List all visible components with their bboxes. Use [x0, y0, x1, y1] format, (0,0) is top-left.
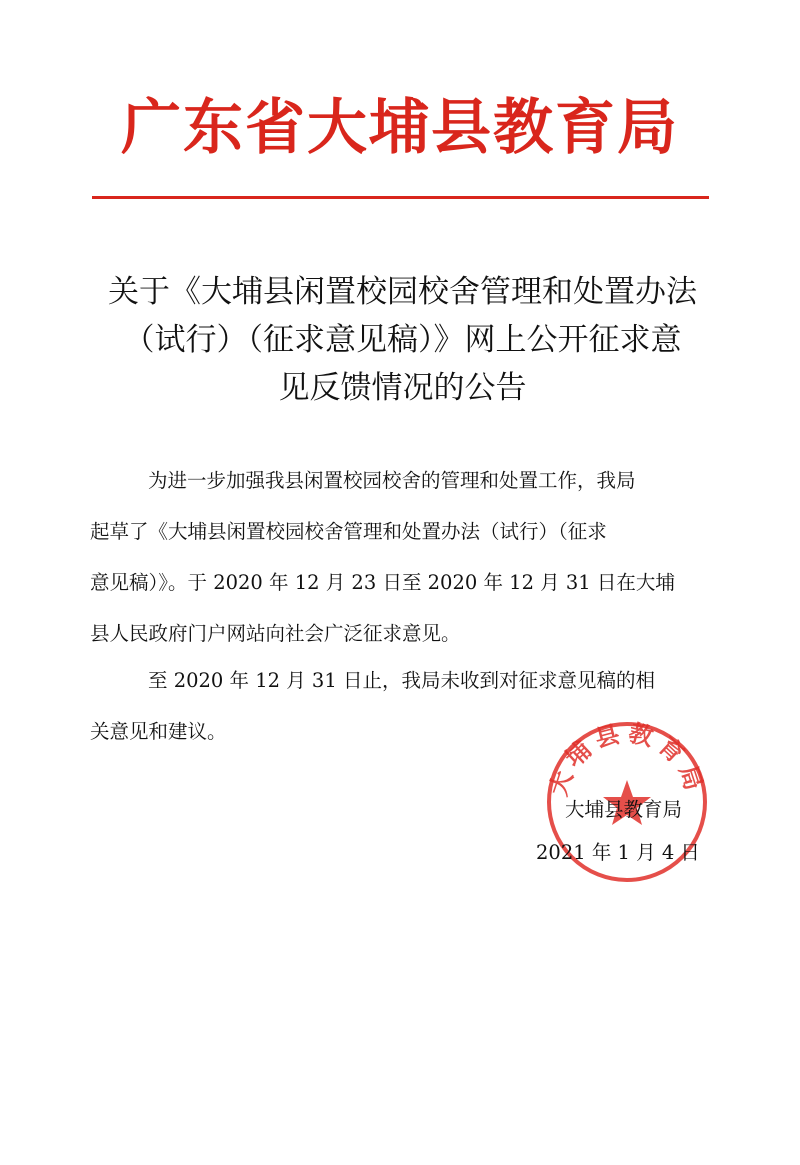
body-paragraph-1 — [90, 455, 710, 659]
title-line-2: （试行）（征求意见稿）》网上公开征求意 — [123, 322, 682, 358]
letterhead-title: 广东省大埔县教育局 — [121, 93, 679, 163]
title-line-3: 见反馈情况的公告 — [278, 370, 527, 406]
signature-date: 2021 年 1 月 4 日 — [536, 841, 700, 864]
document-title — [95, 268, 710, 412]
paragraph-1-line-2: 起草了《大埔县闲置校园校舍管理和处置办法（试行）（征求 — [90, 520, 607, 543]
paragraph-1-line-4: 县人民政府门户网站向社会广泛征求意见。 — [90, 622, 461, 645]
paragraph-1-line-3: 意见稿）》。于 2020 年 12 月 23 日至 2020 年 12 月 31 日在大埔 — [90, 571, 675, 594]
paragraph-2-line-1: 至 2020 年 12 月 31 日止，我局未收到对征求意见稿的相 — [148, 669, 655, 692]
paragraph-2-line-2: 关意见和建议。 — [90, 720, 227, 743]
signer-name: 大埔县教育局 — [565, 798, 683, 821]
seal-text: 大埔县教育局 — [544, 718, 710, 800]
paragraph-1-line-1: 为进一步加强我县闲置校园校舍的管理和处置工作，我局 — [148, 469, 636, 492]
title-line-1: 关于《大埔县闲置校园校舍管理和处置办法 — [108, 274, 697, 310]
letterhead-red-rule — [92, 196, 709, 199]
